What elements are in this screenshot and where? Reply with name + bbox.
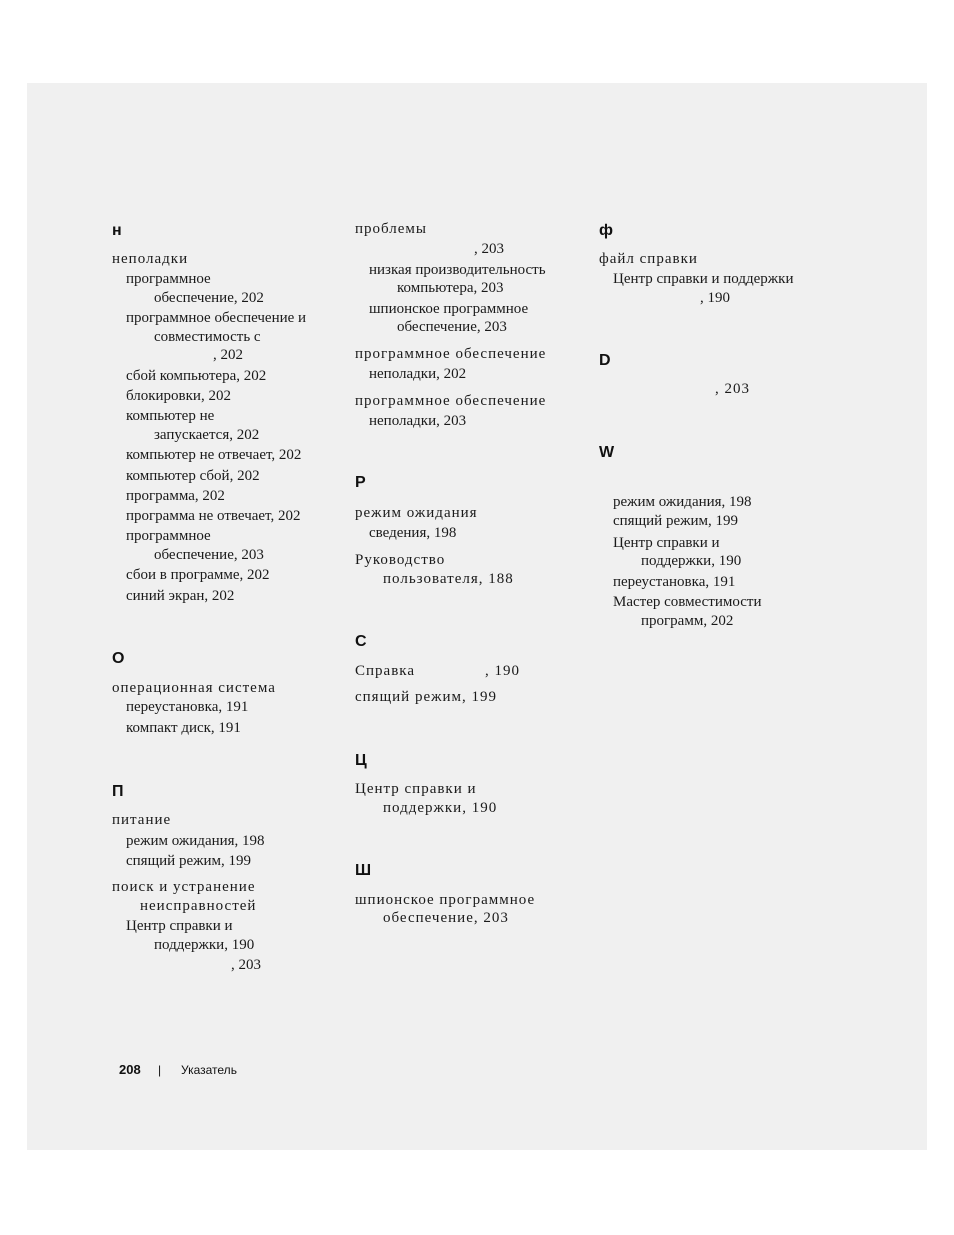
page-reference: , 203 xyxy=(715,381,750,397)
index-subentry: компакт диск, 191 xyxy=(126,720,241,736)
section-letter: Ц xyxy=(355,752,367,769)
section-letter: Ш xyxy=(355,862,372,879)
index-subentry: синий экран, 202 xyxy=(126,588,235,604)
page-number: 208 xyxy=(119,1062,141,1077)
page-reference: , 190 xyxy=(485,663,520,679)
index-entry: режим ожидания xyxy=(355,505,478,521)
index-subentry: неполадки, 203 xyxy=(369,413,467,429)
index-subentry: режим ожидания, 198 xyxy=(613,494,752,510)
index-entry: программное обеспечение xyxy=(355,393,547,409)
index-entry: обеспечение, 203 xyxy=(383,910,509,926)
page-reference: , 190 xyxy=(700,290,730,306)
index-entry: поиск и устранение xyxy=(112,879,256,895)
index-entry: файл справки xyxy=(599,251,698,267)
index-subentry: программное обеспечение и xyxy=(126,310,307,326)
index-subentry: поддержки, 190 xyxy=(154,937,255,953)
index-subentry: программа, 202 xyxy=(126,488,225,504)
index-subentry: запускается, 202 xyxy=(154,427,260,443)
index-entry: поддержки, 190 xyxy=(383,800,498,816)
page-reference: , 202 xyxy=(213,347,243,363)
index-entry: Справка xyxy=(355,663,415,679)
section-letter: W xyxy=(599,444,615,461)
index-entry: программное обеспечение xyxy=(355,346,547,362)
index-entry: проблемы xyxy=(355,221,427,237)
page-reference: , 203 xyxy=(231,957,261,973)
section-letter: ф xyxy=(599,222,613,239)
index-subentry: поддержки, 190 xyxy=(641,553,742,569)
section-letter: С xyxy=(355,633,367,650)
index-entry: шпионское программное xyxy=(355,892,536,908)
index-subentry: спящий режим, 199 xyxy=(126,853,251,869)
index-subentry: программное xyxy=(126,271,211,287)
index-subentry: переустановка, 191 xyxy=(126,699,249,715)
section-letter: D xyxy=(599,352,611,369)
page-reference: , 203 xyxy=(474,241,504,257)
index-entry: Руководство xyxy=(355,552,446,568)
index-subentry: шпионское программное xyxy=(369,301,529,317)
index-subentry: блокировки, 202 xyxy=(126,388,231,404)
index-entry: операционная система xyxy=(112,680,276,696)
index-entry: питание xyxy=(112,812,172,828)
index-subentry: компьютер не отвечает, 202 xyxy=(126,447,302,463)
index-subentry: Центр справки и xyxy=(613,535,720,551)
index-subentry: Центр справки и поддержки xyxy=(613,271,794,287)
index-entry: Центр справки и xyxy=(355,781,477,797)
index-subentry: программ, 202 xyxy=(641,613,734,629)
index-subentry: низкая производительность xyxy=(369,262,546,278)
index-subentry: Центр справки и xyxy=(126,918,233,934)
index-subentry: сбой компьютера, 202 xyxy=(126,368,267,384)
index-subentry: обеспечение, 203 xyxy=(397,319,507,335)
index-entry: пользователя, 188 xyxy=(383,571,514,587)
section-letter: P xyxy=(355,474,366,491)
index-entry: неполадки xyxy=(112,251,189,267)
index-subentry: сведения, 198 xyxy=(369,525,457,541)
index-subentry: переустановка, 191 xyxy=(613,574,736,590)
index-subentry: сбои в программе, 202 xyxy=(126,567,270,583)
index-entry: неисправностей xyxy=(140,898,257,914)
section-letter: П xyxy=(112,783,124,800)
index-subentry: режим ожидания, 198 xyxy=(126,833,265,849)
section-letter: н xyxy=(112,222,122,239)
index-subentry: программное xyxy=(126,528,211,544)
index-subentry: совместимость с xyxy=(154,329,261,345)
index-subentry: обеспечение, 203 xyxy=(154,547,264,563)
index-subentry: компьютер сбой, 202 xyxy=(126,468,260,484)
index-entry: спящий режим, 199 xyxy=(355,689,497,705)
section-letter: О xyxy=(112,650,125,667)
index-subentry: Мастер совместимости xyxy=(613,594,762,610)
footer-section-title: Указатель xyxy=(181,1063,237,1077)
index-subentry: компьютера, 203 xyxy=(397,280,504,296)
index-subentry: программа не отвечает, 202 xyxy=(126,508,301,524)
index-subentry: обеспечение, 202 xyxy=(154,290,264,306)
index-subentry: компьютер не xyxy=(126,408,215,424)
index-subentry: спящий режим, 199 xyxy=(613,513,738,529)
index-subentry: неполадки, 202 xyxy=(369,366,467,382)
footer-separator: | xyxy=(158,1063,162,1077)
